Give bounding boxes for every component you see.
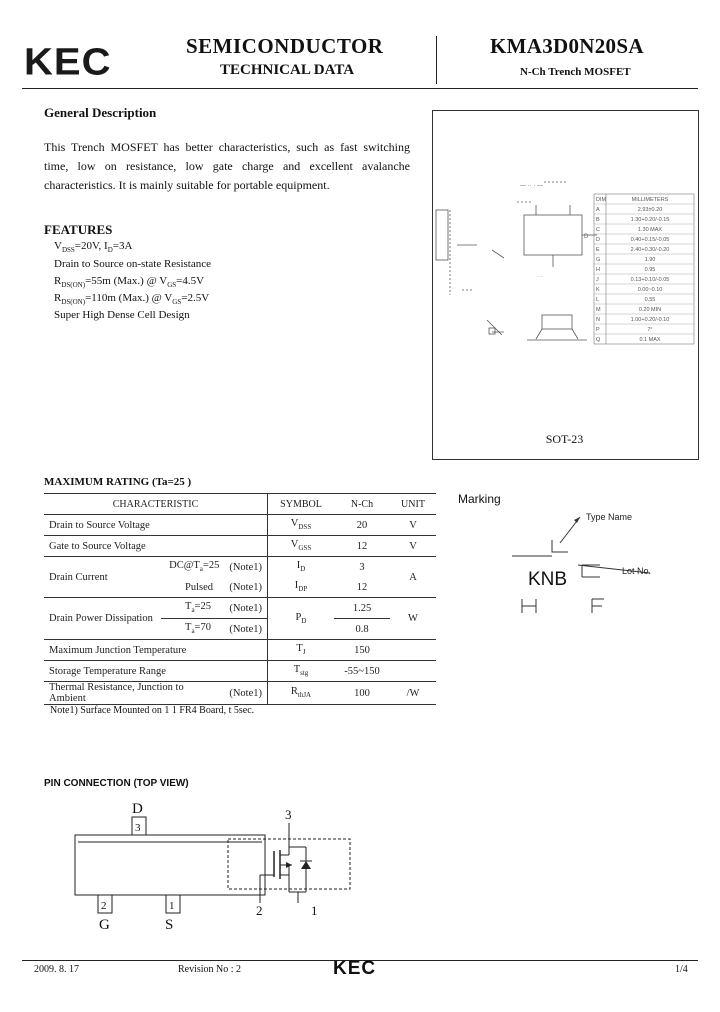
package-name: SOT-23 — [545, 432, 584, 446]
dim-value: 1.90 — [644, 257, 656, 263]
row-value: -55~150 — [334, 661, 390, 682]
dim-value: 1.00+0.20/-0.10 — [630, 317, 670, 323]
lot-no-label: Lot No. — [622, 566, 652, 576]
row-condition: $T_a=25$ — [161, 598, 224, 619]
dim-label: N — [596, 317, 600, 323]
dim-label: J — [596, 277, 599, 283]
row-value: 100 — [334, 682, 390, 705]
row-symbol: $T_{stg}$ — [268, 661, 335, 682]
row-unit: /W — [390, 682, 436, 705]
kec-logo: KEC — [24, 41, 112, 83]
dim-label: A — [596, 207, 600, 213]
col-symbol: SYMBOL — [268, 494, 335, 515]
feature-item: Drain to Source on-state Resistance — [54, 258, 212, 270]
header-rule — [22, 88, 698, 89]
dim-label: K — [596, 287, 600, 293]
dim-value: 1.30+0.20/-0.15 — [630, 217, 670, 223]
sot23-body — [75, 835, 265, 895]
feature-item: $V_{DSS}=20V$, $I_D=3A$ — [54, 240, 133, 255]
row-condition: $T_a=70$ — [161, 619, 224, 640]
dim-callout-b: D — [584, 234, 589, 240]
dim-value: 1.30 MAX — [637, 227, 663, 233]
dim-label: D — [596, 237, 600, 243]
table-row — [44, 557, 436, 578]
row-value: 12 — [334, 577, 390, 598]
row-symbol: $R_{thJA}$ — [268, 682, 335, 705]
row-symbol: $I_{DP}$ — [268, 577, 335, 598]
pin-2-number: 2 — [101, 900, 107, 912]
row-unit: V — [390, 536, 436, 557]
pin-connection-diagram — [60, 795, 380, 935]
dim-value: 2.93±0.20 — [637, 207, 663, 213]
pin-connection-heading: PIN CONNECTION (TOP VIEW) — [44, 778, 189, 789]
row-symbol: $T_J$ — [268, 640, 335, 661]
marking-heading: Marking — [458, 492, 501, 506]
general-description-heading: General Description — [44, 105, 157, 120]
feature-item: $R_{DS(ON)}=110m$ (Max.) @ $V_{GS}=2.5V$ — [54, 292, 210, 307]
package-body-outline — [524, 215, 582, 255]
row-note: (Note1) — [224, 682, 267, 705]
table-row — [44, 536, 436, 557]
part-type: N-Ch Trench MOSFET — [520, 66, 631, 78]
row-condition: Pulsed — [161, 577, 224, 598]
row-value: 150 — [334, 640, 390, 661]
row-value: 12 — [334, 536, 390, 557]
row-condition: $DC@T_a=25$ — [169, 560, 220, 574]
row-name: Drain Power Dissipation — [44, 598, 161, 640]
pin-3-number: 3 — [135, 822, 141, 834]
dim-label: B — [596, 217, 600, 223]
dim-label: C — [596, 227, 600, 233]
row-value: 3 — [359, 561, 365, 573]
row-name: Gate to Source Voltage — [44, 536, 268, 557]
table-header-row — [44, 494, 436, 515]
dim-label: Q — [596, 337, 601, 343]
dim-value: 7° — [647, 327, 653, 333]
footer-logo: KEC — [333, 958, 377, 979]
header-subtitle: TECHNICAL DATA — [220, 62, 355, 78]
dim-label: DIM — [596, 197, 607, 203]
dim-value: 2.40+0.30/-0.20 — [630, 247, 670, 253]
dim-value: MILLIMETERS — [631, 197, 669, 203]
footer-revision: Revision No : 2 — [178, 964, 242, 975]
schematic-pin-2: 2 — [256, 903, 263, 918]
dim-label: E — [596, 247, 600, 253]
max-rating-table — [44, 493, 436, 705]
row-symbol: $P_D$ — [268, 598, 335, 640]
package-drawing — [432, 110, 697, 458]
features-heading: FEATURES — [44, 222, 113, 237]
dim-label: P — [596, 327, 600, 333]
marking-code: KNB — [528, 569, 568, 590]
general-description-text: This Trench MOSFET has better characteristics, such as fast switching time, low on resistance, low gate charge and excellent avalanche characteristics. It is mainly suitable for portable equipment. — [44, 140, 410, 192]
marking-pin-top — [552, 540, 568, 552]
row-value: 1.25 — [334, 598, 390, 619]
row-unit: A — [390, 557, 436, 598]
footer-page: 1/4 — [675, 964, 688, 975]
col-characteristic: CHARACTERISTIC — [44, 494, 268, 515]
part-number: KMA3D0N20SA — [490, 34, 644, 58]
table-row — [44, 640, 436, 661]
dim-label: L — [596, 297, 600, 303]
row-name: Storage Temperature Range — [44, 661, 268, 682]
table-row — [44, 682, 436, 705]
table-row — [44, 515, 436, 536]
dim-callout-a: — ·· · — — [520, 183, 543, 189]
dim-value: 0.40+0.15/-0.05 — [630, 237, 670, 243]
dim-callout-c: · · — [537, 274, 543, 280]
row-unit: V — [390, 515, 436, 536]
row-note: (Note1) — [224, 577, 267, 598]
type-name-label: Type Name — [586, 512, 633, 522]
dim-value: 0.00~0.10 — [637, 287, 663, 293]
table-row — [44, 661, 436, 682]
dim-label: H — [596, 267, 600, 273]
header-divider — [436, 36, 437, 84]
max-rating-heading: MAXIMUM RATING (Ta=25 ) — [44, 476, 192, 488]
dim-value: 0.95 — [644, 267, 656, 273]
schematic-pin-3: 3 — [285, 807, 292, 822]
row-unit: W — [390, 598, 436, 640]
col-unit: UNIT — [390, 494, 436, 515]
row-unit — [390, 661, 436, 682]
marking-diagram — [500, 505, 700, 620]
row-value: 20 — [334, 515, 390, 536]
dim-label: G — [596, 257, 601, 263]
feature-item: Super High Dense Cell Design — [54, 309, 190, 321]
pin-1-number: 1 — [169, 900, 175, 912]
pin-s-label: S — [165, 917, 174, 933]
marking-pin-left — [522, 599, 536, 613]
row-value: 0.8 — [334, 619, 390, 640]
dim-value: 0.13+0.10/-0.05 — [630, 277, 670, 283]
table-row — [44, 598, 436, 619]
pin-d-label: D — [132, 801, 143, 817]
dim-value: 0.20 MIN — [638, 307, 662, 313]
row-name: Maximum Junction Temperature — [44, 640, 268, 661]
row-name: Drain to Source Voltage — [44, 515, 268, 536]
table-note: Note1) Surface Mounted on 1 1 FR4 Board, t 5sec. — [50, 705, 255, 716]
dim-label: M — [596, 307, 601, 313]
row-symbol: $V_{GSS}$ — [268, 536, 335, 557]
marking-pin-right — [592, 599, 604, 613]
footer-date: 2009. 8. 17 — [34, 964, 79, 975]
row-symbol: $I_D$ — [268, 557, 335, 578]
feature-item: $R_{DS(ON)}=55m$ (Max.) @ $V_{GS}=4.5V$ — [54, 275, 205, 290]
schematic-pin-1: 1 — [311, 903, 318, 918]
pin-g-label: G — [99, 917, 110, 933]
row-name: Thermal Resistance, Junction to Ambient — [44, 682, 224, 705]
dim-value: 0.55 — [644, 297, 656, 303]
header-title: SEMICONDUCTOR — [186, 34, 384, 58]
row-note: (Note1) — [229, 561, 262, 573]
col-nch: N-Ch — [334, 494, 390, 515]
row-name: Drain Current — [44, 557, 161, 598]
row-unit — [390, 640, 436, 661]
row-symbol: $V_{DSS}$ — [268, 515, 335, 536]
row-note: (Note1) — [224, 619, 267, 640]
dim-value: 0.1 MAX — [639, 337, 661, 343]
row-note: (Note1) — [224, 598, 267, 619]
